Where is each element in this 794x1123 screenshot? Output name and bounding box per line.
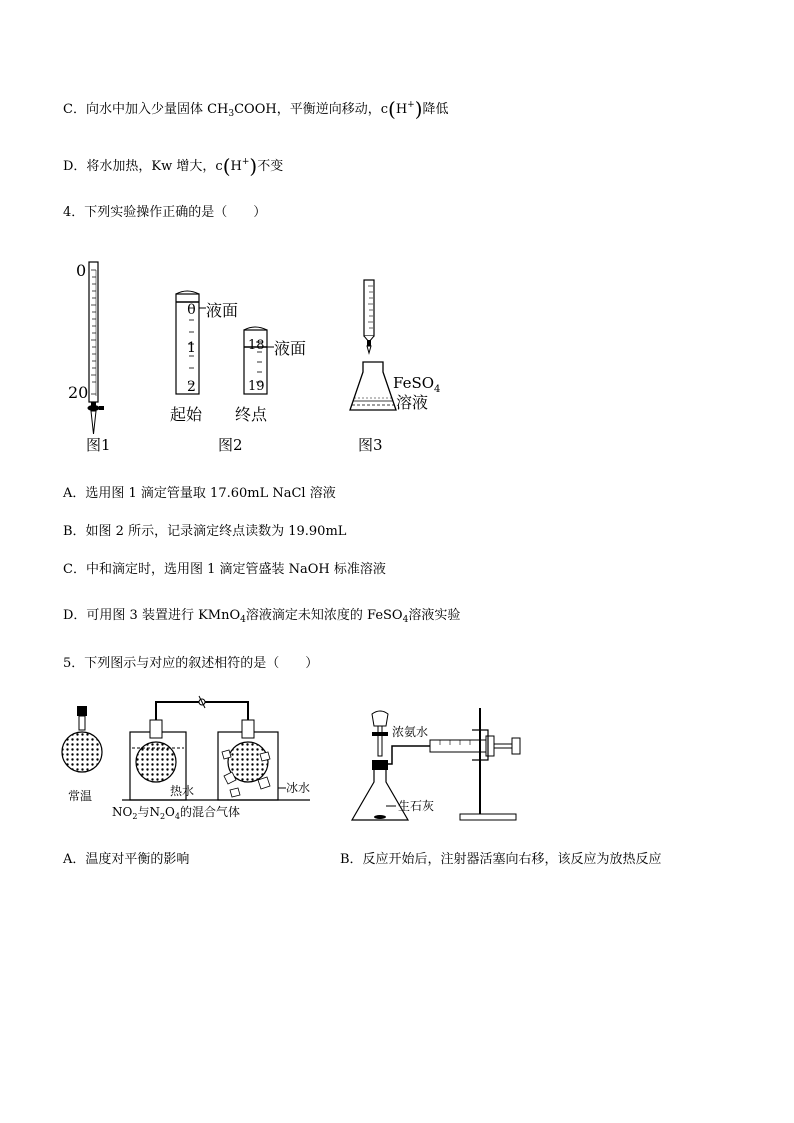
q5-stem: 5．下列图示与对应的叙述相符的是（ ）	[63, 656, 319, 671]
q3-option-d: D．将水加热，Kw 增大，c(H+)不变	[63, 154, 284, 178]
fig1-caption: 图1	[86, 436, 111, 454]
q4-option-b: B．如图 2 所示，记录滴定终点读数为 19.90mL	[63, 524, 347, 539]
room-temp-label: 常温	[68, 789, 93, 803]
fig2b-level-label: 液面	[274, 339, 307, 358]
q4-figure	[60, 250, 480, 460]
fig2-readings	[170, 291, 306, 454]
fig2a-level-label: 液面	[206, 301, 239, 320]
q4-option-c: C．中和滴定时，选用图 1 滴定管盛装 NaOH 标准溶液	[63, 562, 386, 577]
fig2b-end-label: 终点	[235, 405, 268, 424]
fig2b-tick-18: 18	[248, 338, 265, 353]
fig3-caption: 图3	[358, 436, 383, 454]
q5-figure-b	[340, 700, 540, 830]
fig2-caption: 图2	[218, 436, 243, 454]
q3-option-c: C．向水中加入少量固体 $CH_3COOH$，平衡逆向移动，c(H+)降低	[63, 97, 449, 121]
fig1-bottom-label: 20	[68, 383, 89, 402]
fig2a-tick-2: 2	[187, 379, 196, 395]
q5-option-b: B．反应开始后，注射器活塞向右移，该反应为放热反应	[340, 852, 662, 867]
fig2a-start-label: 起始	[170, 405, 203, 424]
fig3-titration	[350, 280, 440, 454]
hot-water-label: 热水	[170, 784, 195, 798]
q4-stem: 4．下列实验操作正确的是（ ）	[63, 205, 267, 220]
q4-option-a: A．选用图 1 滴定管量取 17.60mL NaCl 溶液	[63, 486, 336, 501]
fig1-burette	[68, 261, 111, 454]
fig2b-tick-19: 19	[248, 379, 265, 394]
quicklime-label: 生石灰	[398, 799, 435, 813]
fig1-top-label: 0	[76, 261, 87, 280]
q5-option-a: A．温度对平衡的影响	[63, 852, 190, 867]
ice-water-label: 冰水	[286, 781, 311, 795]
fig3-solution-label: 溶液	[396, 393, 429, 412]
gas-mixture-label: $NO_2$与$N_2O_4$的混合气体	[112, 805, 240, 821]
fig2a-tick-1: 1	[187, 340, 196, 356]
q5-figure-a	[60, 692, 315, 822]
ammonia-label: 浓氨水	[392, 725, 429, 739]
fig2a-tick-0: 0	[187, 302, 196, 318]
q4-option-d: D．可用图 3 装置进行 KMnO$_4$溶液滴定未知浓度的 FeSO$_4$溶液实验	[63, 608, 461, 625]
fig3-chem-label: FeSO$_4$	[393, 374, 441, 395]
